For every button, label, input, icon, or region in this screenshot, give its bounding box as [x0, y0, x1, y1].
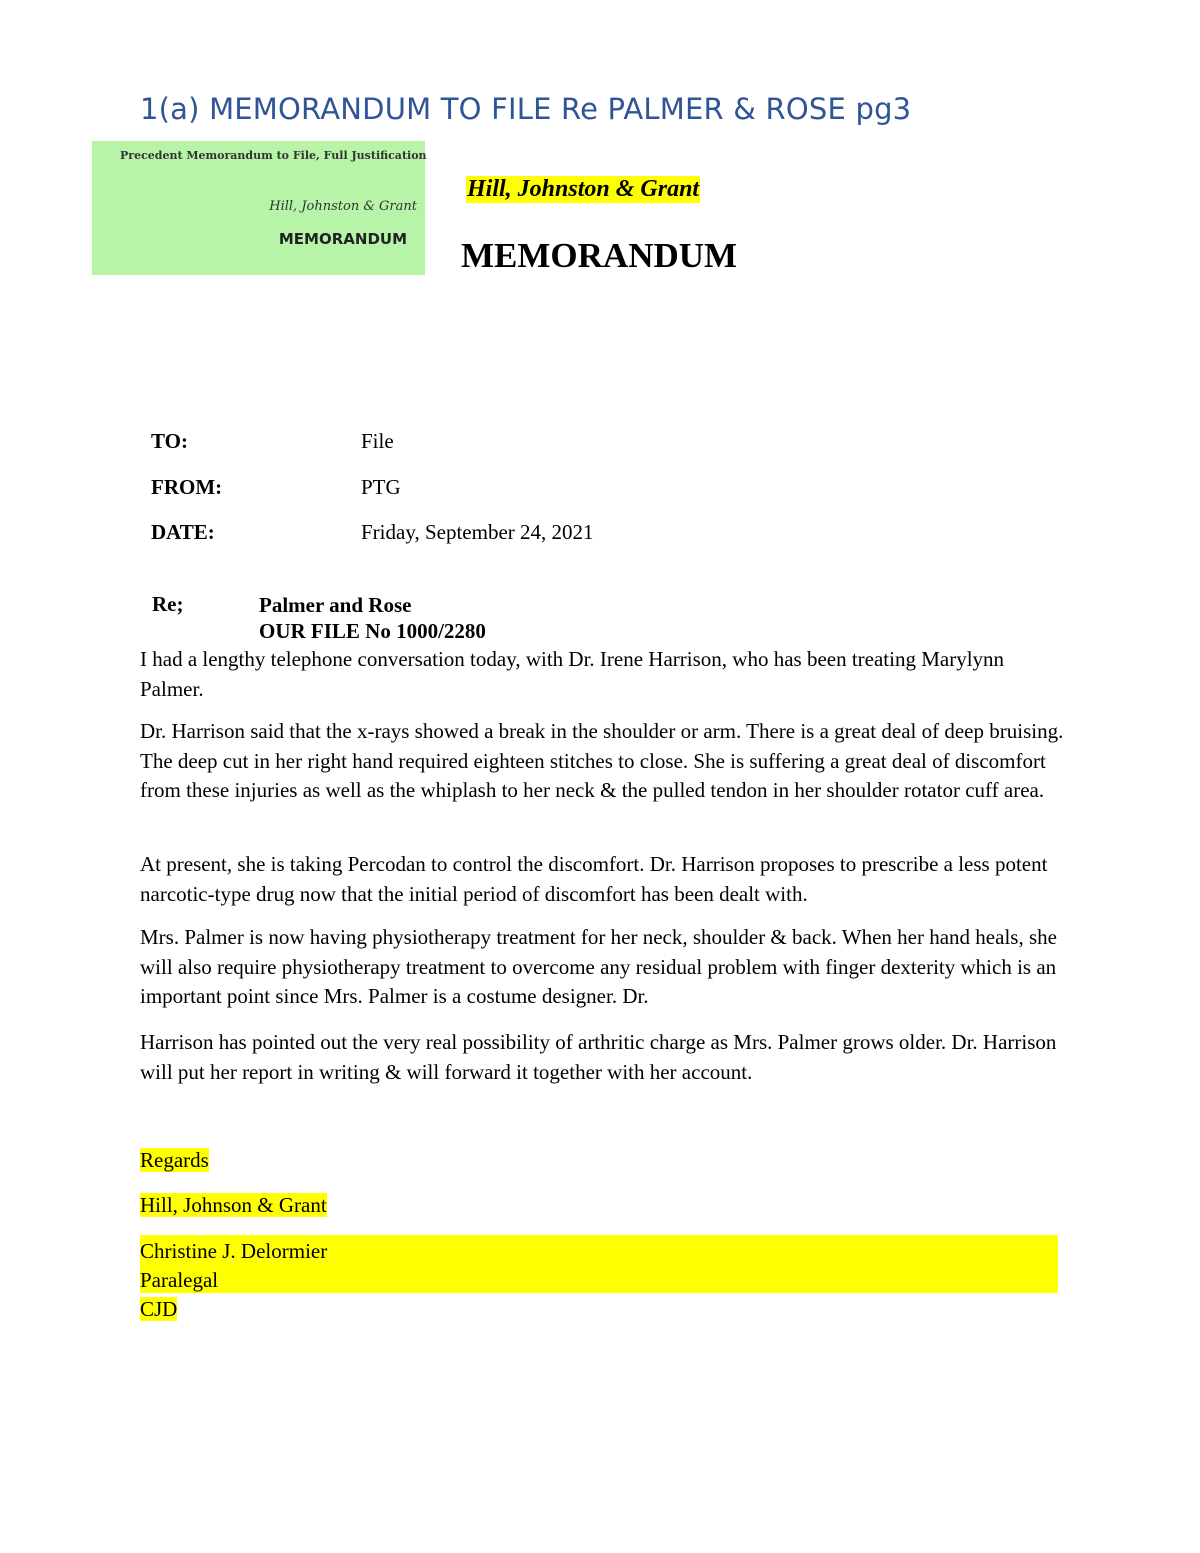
signature-firm: Hill, Johnson & Grant [140, 1193, 327, 1217]
date-value: Friday, September 24, 2021 [361, 520, 594, 544]
to-label: TO: [151, 429, 188, 453]
letterhead-firm-name: Hill, Johnston & Grant [467, 176, 700, 202]
signer-role: Paralegal [140, 1268, 219, 1292]
memo-thumbnail [92, 141, 425, 275]
body-paragraph-1: I had a lengthy telephone conversation today, with Dr. Irene Harrison, who has been treating Marylynn Palmer. [140, 647, 1005, 701]
signer-name: Christine J. Delormier [140, 1239, 328, 1263]
from-value: PTG [361, 475, 401, 499]
memo-heading: MEMORANDUM [461, 236, 738, 275]
closing: Regards [140, 1148, 209, 1172]
from-label: FROM: [151, 475, 223, 499]
thumbnail-firm-name: Hill, Johnston & Grant [269, 199, 417, 214]
thumbnail-caption: Precedent Memorandum to File, Full Justification [120, 149, 427, 162]
re-label: Re; [152, 592, 184, 616]
body-paragraph-3: At present, she is taking Percodan to control the discomfort. Dr. Harrison proposes to prescribe a less potent narcotic-type drug now that the initial period of discomfort has been dealt with. [140, 852, 1048, 906]
page-title: 1(a) MEMORANDUM TO FILE Re PALMER & ROSE pg3 [140, 92, 912, 126]
body-paragraph-5: Harrison has pointed out the very real possibility of arthritic charge as Mrs. Palmer grows older. Dr. Harrison will put her report in writing & will forward it together with her account. [140, 1030, 1057, 1084]
file-number: OUR FILE No 1000/2280 [259, 619, 486, 643]
re-subject: Palmer and Rose [259, 593, 412, 617]
thumbnail-heading: MEMORANDUM [278, 230, 407, 248]
body-paragraph-2: Dr. Harrison said that the x-rays showed a break in the shoulder or arm. There is a great deal of deep bruising. The deep cut in her right hand required eighteen stitches to close. She is suffering a great deal of discomfort from these injuries as well as the whiplash to her neck & the pulled tendon in her shoulder rotator cuff area. [140, 719, 1064, 802]
to-value: File [361, 429, 394, 453]
date-label: DATE: [151, 520, 215, 544]
signer-initials: CJD [140, 1297, 178, 1321]
body-paragraph-4: Mrs. Palmer is now having physiotherapy treatment for her neck, shoulder & back. When her hand heals, she will also require physiotherapy treatment to overcome any residual problem with finger dexterity which is an important point since Mrs. Palmer is a costume designer. Dr. [140, 925, 1057, 1008]
signature-block [140, 1237, 327, 1324]
re-block [259, 592, 486, 644]
